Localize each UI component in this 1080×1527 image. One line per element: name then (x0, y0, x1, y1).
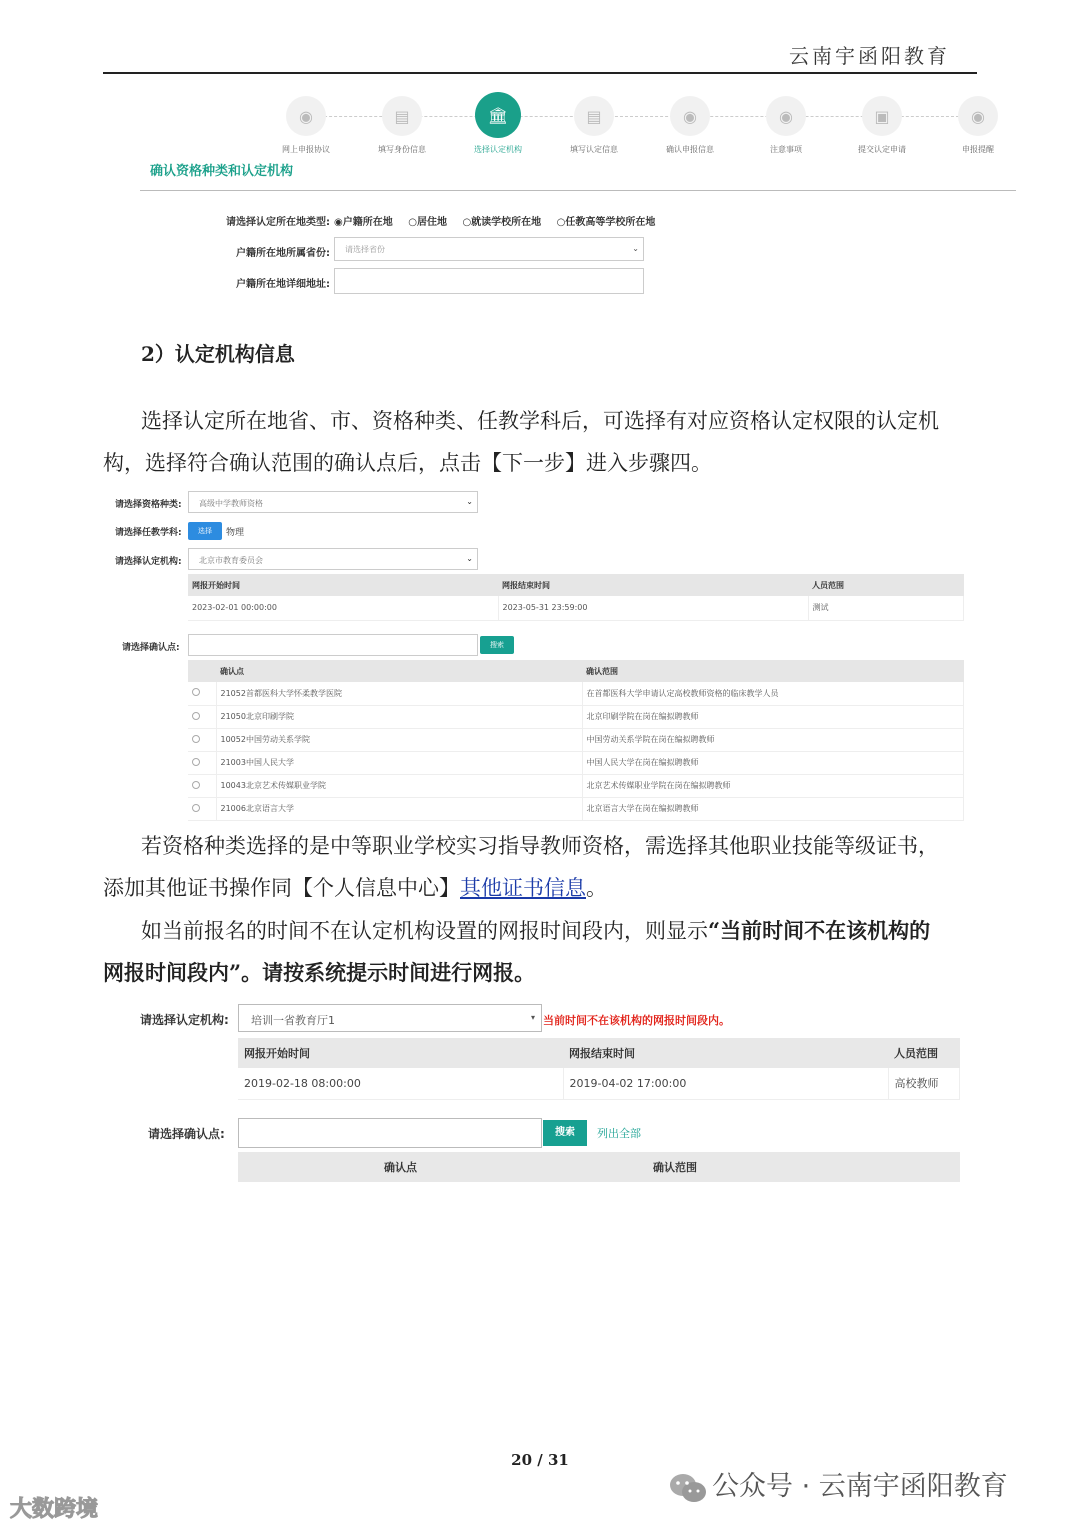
col-point: 确认点 (216, 660, 582, 682)
table-row[interactable]: 21052首都医科大学怀柔教学医院 在首都医科大学申请认定高校教师资格的临床教学人员 (188, 682, 964, 705)
point-table (238, 1152, 960, 1182)
row-radio[interactable] (188, 797, 216, 820)
chevron-down-icon: ⌄ (466, 554, 473, 563)
agency-label: 请选择认定机构: (115, 557, 182, 567)
eye-icon: ◉ (766, 96, 806, 136)
radio-university[interactable]: ○任教高等学校所在地 (556, 217, 656, 228)
radio-school[interactable]: ○就读学校所在地 (462, 217, 542, 228)
step-agreement[interactable] (256, 94, 356, 155)
table-row[interactable]: 10052中国劳动关系学院 中国劳动关系学院在岗在编拟聘教师 (188, 728, 964, 751)
section-divider (140, 190, 1016, 191)
step-identity[interactable] (352, 94, 452, 155)
step-reminder[interactable] (928, 94, 1028, 155)
chevron-down-icon: ⌄ (466, 497, 473, 506)
agency-select[interactable]: 培训一省教育厅1 ▾ (238, 1004, 542, 1032)
step-label: 网上申报协议 (282, 145, 330, 154)
col-start: 网报开始时间 (188, 574, 498, 596)
step-screenshot (140, 88, 1020, 298)
file-icon: ▣ (862, 96, 902, 136)
point-table (188, 660, 964, 821)
point-label: 请选择确认点: (122, 643, 180, 653)
step-fill-info[interactable] (544, 94, 644, 155)
search-button[interactable]: 搜索 (480, 636, 514, 654)
radio-household[interactable]: ◉户籍所在地 (334, 217, 393, 228)
point-search-input[interactable] (238, 1118, 542, 1148)
step-label: 选择认定机构 (474, 145, 522, 154)
point-label: 请选择确认点: (148, 1127, 225, 1141)
subject-label: 请选择任教学科: (115, 528, 182, 538)
table-row: 2019-02-18 08:00:00 2019-04-02 17:00:00 高校教师 (238, 1068, 960, 1099)
row-radio[interactable] (188, 682, 216, 705)
period-table (238, 1038, 960, 1100)
watermark-right: 公众号 · 云南宇函阳教育 (668, 1464, 1008, 1504)
paragraph-3: 如当前报名的时间不在认定机构设置的网报时间段内，则显示“当前时间不在该机构的 网报时间段内”。请按系统提示时间进行网报。 (103, 918, 931, 985)
col-end: 网报结束时间 (498, 574, 808, 596)
agency-select[interactable]: 北京市教育委员会 ⌄ (188, 548, 478, 570)
table-row: 2023-02-01 00:00:00 2023-05-31 23:59:00 测试 (188, 596, 964, 620)
eye-icon: ◉ (670, 96, 710, 136)
eye-icon: ◉ (958, 96, 998, 136)
step-notes[interactable] (736, 94, 836, 155)
col-range: 确认范围 (582, 660, 964, 682)
time-warning-screenshot (130, 1000, 970, 1190)
col-start: 网报开始时间 (238, 1038, 563, 1068)
agency-label: 请选择认定机构: (140, 1013, 229, 1027)
eye-icon: ◉ (286, 96, 326, 136)
table-row[interactable]: 21003中国人民大学 中国人民大学在岗在编拟聘教师 (188, 751, 964, 774)
col-scope: 人员范围 (808, 574, 964, 596)
select-subject-button[interactable]: 选择 (188, 522, 222, 540)
period-table (188, 574, 964, 621)
other-certificates-link[interactable]: 其他证书信息 (460, 876, 586, 900)
header-rule (103, 72, 977, 74)
paragraph-1: 选择认定所在地省、市、资格种类、任教学科后，可选择有对应资格认定权限的认定机 构，选择符合确认范围的确认点后，点击【下一步】进入步骤四。 (103, 409, 939, 475)
step-confirm[interactable] (640, 94, 740, 155)
row-radio[interactable] (188, 751, 216, 774)
document-icon: ▤ (574, 96, 614, 136)
list-all-link[interactable]: 列出全部 (597, 1127, 641, 1140)
col-scope: 人员范围 (888, 1038, 960, 1068)
address-label: 户籍所在地详细地址: (236, 279, 330, 290)
step-label: 注意事项 (770, 145, 802, 154)
radio-residence[interactable]: ○居住地 (408, 217, 447, 228)
col-point: 确认点 (238, 1152, 563, 1182)
section-heading: 2）认定机构信息 (141, 342, 295, 366)
col-end: 网报结束时间 (563, 1038, 888, 1068)
table-row[interactable]: 21006北京语言大学 北京语言大学在岗在编拟聘教师 (188, 797, 964, 820)
step-label: 填写认定信息 (570, 145, 618, 154)
wechat-icon (668, 1472, 708, 1504)
step-submit[interactable] (832, 94, 932, 155)
chevron-down-icon: ⌄ (632, 244, 639, 253)
page-number: 20 / 31 (511, 1451, 569, 1469)
row-radio[interactable] (188, 705, 216, 728)
agency-screenshot (110, 488, 970, 828)
location-type-radios (334, 213, 667, 228)
step-select-agency[interactable] (448, 94, 548, 155)
watermark-left: 大数跨境 (10, 1497, 99, 1522)
header-brand: 云南宇函阳教育 (789, 44, 950, 68)
document-icon: ▤ (382, 96, 422, 136)
section-title: 确认资格种类和认定机构 (150, 164, 294, 179)
chevron-down-icon: ▾ (530, 1013, 535, 1022)
time-warning: 当前时间不在该机构的网报时间段内。 (543, 1014, 730, 1027)
qual-select[interactable]: 高级中学教师资格 ⌄ (188, 491, 478, 513)
step-label: 确认申报信息 (666, 145, 714, 154)
row-radio[interactable] (188, 774, 216, 797)
location-type-label: 请选择认定所在地类型: (226, 217, 330, 228)
subject-value: 物理 (226, 528, 245, 538)
table-row[interactable]: 21050北京印刷学院 北京印刷学院在岗在编拟聘教师 (188, 705, 964, 728)
qual-label: 请选择资格种类: (115, 500, 182, 510)
step-label: 填写身份信息 (378, 145, 426, 154)
address-input[interactable] (334, 268, 644, 294)
province-label: 户籍所在地所属省份: (236, 248, 330, 259)
row-radio[interactable] (188, 728, 216, 751)
step-bar (260, 94, 1020, 154)
table-row[interactable]: 10043北京艺术传媒职业学院 北京艺术传媒职业学院在岗在编拟聘教师 (188, 774, 964, 797)
paragraph-2: 若资格种类选择的是中等职业学校实习指导教师资格，需选择其他职业技能等级证书， 添加其他证书操作同【个人信息中心】其他证书信息。 (103, 834, 939, 900)
point-search-input[interactable] (188, 634, 478, 656)
step-label: 申报提醒 (962, 145, 994, 154)
building-icon: 🏛 (475, 92, 521, 138)
search-button[interactable]: 搜索 (543, 1120, 587, 1146)
province-select[interactable]: 请选择省份 ⌄ (334, 237, 644, 261)
step-label: 提交认定申请 (858, 145, 906, 154)
col-range: 确认范围 (563, 1152, 960, 1182)
